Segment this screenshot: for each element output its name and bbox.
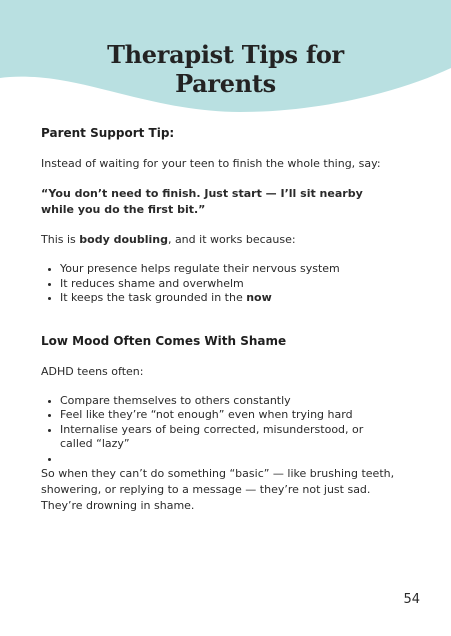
list-item-text-bold: now [246,291,272,304]
section-heading-low-mood: Low Mood Often Comes With Shame [41,333,287,348]
page-title-line2: Parents [175,69,276,98]
section1-bullet-list [41,262,397,306]
section-heading-parent-support-tip: Parent Support Tip: [41,126,175,140]
main-content [41,125,397,514]
page-title [0,40,451,98]
section2-intro: ADHD teens often: [41,364,144,378]
list-item-empty [60,452,397,467]
explanation-text-post: , and it works because: [167,233,296,246]
section1-explanation [41,232,397,248]
list-item-text-pre: It keeps the task grounded in the [60,291,247,304]
list-item: • Compare themselves to others constantly [60,394,397,409]
page-number: 54 [403,592,420,607]
section2-closing: So when they can’t do something “basic” — like brushing teeth, showering, or replying to a message — they’re not just sad. They’re drowning in shame. [41,467,395,512]
section1-intro: Instead of waiting for your teen to finish the whole thing, say: [41,157,381,170]
list-item: • Feel like they’re “not enough” even when trying hard [60,408,397,423]
list-item: • Internalise years of being corrected, misunderstood, or called “lazy” [60,423,397,452]
explanation-text-pre: This is [41,233,80,246]
section2-bullet-list [41,394,397,467]
list-item: • Your presence helps regulate their nervous system [60,262,397,277]
section1-quote: “You don’t need to finish. Just start — I’ll sit nearby while you do the first bit.” [41,187,363,216]
list-item: • It reduces shame and overwhelm [60,277,397,292]
page-title-line1: Therapist Tips for [107,40,344,69]
explanation-text-bold: body doubling [79,233,168,246]
list-item [60,291,397,306]
